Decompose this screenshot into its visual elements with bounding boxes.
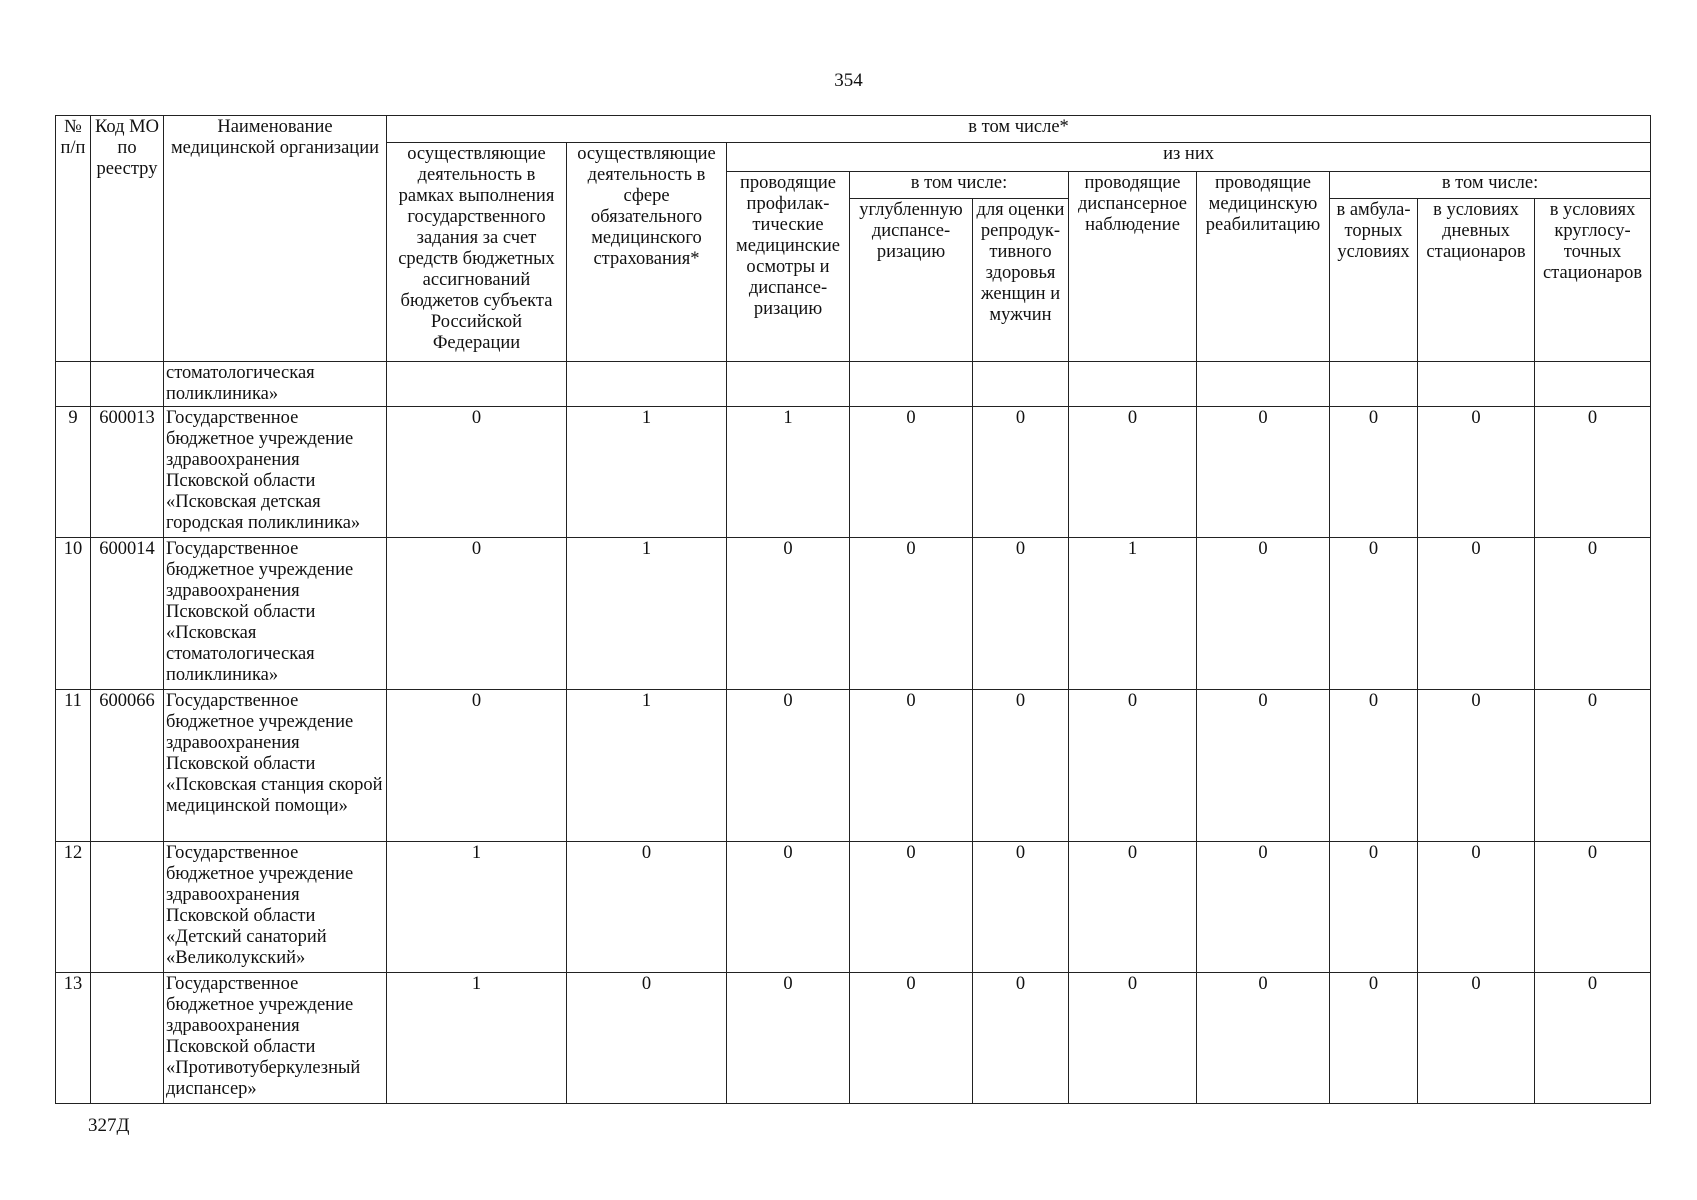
table-row bbox=[56, 407, 1651, 538]
row-num-cell: 9 bbox=[56, 407, 91, 538]
value-cell: 0 bbox=[1535, 538, 1651, 690]
value-cell: 1 bbox=[567, 690, 727, 842]
row-num-cell: 12 bbox=[56, 842, 91, 973]
header-prophylactic: проводящие профилак-тические медицинские осмотры и диспансе-ризацию bbox=[727, 172, 850, 362]
row-code-cell: 600066 bbox=[91, 690, 164, 842]
value-cell: 1 bbox=[1069, 538, 1197, 690]
value-cell: 0 bbox=[850, 973, 973, 1104]
header-oms: осуществляющие деятельность в сфере обязательного медицинского страхования* bbox=[567, 143, 727, 362]
value-cell: 1 bbox=[387, 973, 567, 1104]
row-code-cell bbox=[91, 842, 164, 973]
header-in-depth: углубленную диспансе-ризацию bbox=[850, 199, 973, 362]
value-cell: 0 bbox=[850, 690, 973, 842]
value-cell: 0 bbox=[1418, 973, 1535, 1104]
row-code-cell: 600013 bbox=[91, 407, 164, 538]
header-round-clock: в условиях круглосу-точных стационаров bbox=[1535, 199, 1651, 362]
value-cell: 0 bbox=[387, 407, 567, 538]
value-cell: 0 bbox=[1535, 407, 1651, 538]
header-state-assignment: осуществляющие деятельность в рамках выполнения государственного задания за счет средств бюджетных ассигнований бюджетов субъекта Российской Федерации bbox=[387, 143, 567, 362]
page-number: 354 bbox=[834, 70, 863, 91]
row-name-cell: Государственное бюджетное учреждение здравоохранения Псковской области «Псковская стоматологическая поликлиника» bbox=[164, 538, 387, 690]
value-cell bbox=[1069, 362, 1197, 407]
value-cell: 0 bbox=[1197, 538, 1330, 690]
document-code: 327Д bbox=[88, 1115, 130, 1136]
value-cell: 0 bbox=[387, 538, 567, 690]
header-in-that-number-a: в том числе: bbox=[850, 172, 1069, 199]
value-cell: 0 bbox=[973, 538, 1069, 690]
row-name-cell: Государственное бюджетное учреждение здравоохранения Псковской области «Детский санаторий «Великолукский» bbox=[164, 842, 387, 973]
value-cell: 0 bbox=[1330, 690, 1418, 842]
header-dispensary: проводящие диспансерное наблюдение bbox=[1069, 172, 1197, 362]
value-cell: 0 bbox=[850, 538, 973, 690]
value-cell: 0 bbox=[1535, 842, 1651, 973]
value-cell: 0 bbox=[973, 407, 1069, 538]
value-cell: 0 bbox=[727, 842, 850, 973]
table-row bbox=[56, 973, 1651, 1104]
value-cell: 0 bbox=[727, 690, 850, 842]
value-cell: 0 bbox=[1197, 842, 1330, 973]
header-num: № п/п bbox=[56, 116, 91, 362]
value-cell bbox=[1535, 362, 1651, 407]
value-cell: 0 bbox=[1069, 407, 1197, 538]
row-code-cell bbox=[91, 362, 164, 407]
value-cell: 1 bbox=[387, 842, 567, 973]
value-cell bbox=[567, 362, 727, 407]
value-cell: 0 bbox=[1418, 690, 1535, 842]
value-cell: 1 bbox=[567, 538, 727, 690]
value-cell: 0 bbox=[1330, 842, 1418, 973]
value-cell bbox=[727, 362, 850, 407]
row-num-cell: 13 bbox=[56, 973, 91, 1104]
value-cell: 0 bbox=[1197, 690, 1330, 842]
value-cell: 0 bbox=[1197, 973, 1330, 1104]
value-cell: 0 bbox=[1535, 690, 1651, 842]
value-cell: 0 bbox=[1069, 690, 1197, 842]
row-num-cell bbox=[56, 362, 91, 407]
header-rehab: проводящие медицинскую реабилитацию bbox=[1197, 172, 1330, 362]
row-name-cell: Государственное бюджетное учреждение здравоохранения Псковской области «Противотуберкулезный диспансер» bbox=[164, 973, 387, 1104]
row-code-cell bbox=[91, 973, 164, 1104]
header-in-that-number-b: в том числе: bbox=[1330, 172, 1651, 199]
value-cell: 1 bbox=[727, 407, 850, 538]
header-ambulatory: в амбула-торных условиях bbox=[1330, 199, 1418, 362]
value-cell: 0 bbox=[1418, 842, 1535, 973]
row-num-cell: 11 bbox=[56, 690, 91, 842]
table-row bbox=[56, 690, 1651, 842]
value-cell: 0 bbox=[1535, 973, 1651, 1104]
row-name-cell: Государственное бюджетное учреждение здравоохранения Псковской области «Псковская станция скорой медицинской помощи» bbox=[164, 690, 387, 842]
value-cell bbox=[850, 362, 973, 407]
value-cell bbox=[1197, 362, 1330, 407]
value-cell: 0 bbox=[973, 690, 1069, 842]
value-cell: 0 bbox=[567, 842, 727, 973]
value-cell: 0 bbox=[1330, 407, 1418, 538]
value-cell bbox=[973, 362, 1069, 407]
value-cell: 0 bbox=[1418, 407, 1535, 538]
header-of-them: из них bbox=[727, 143, 1651, 172]
header-in-that-number: в том числе* bbox=[387, 116, 1651, 143]
medical-organizations-table bbox=[55, 115, 1651, 1104]
value-cell bbox=[1330, 362, 1418, 407]
value-cell: 0 bbox=[387, 690, 567, 842]
value-cell: 0 bbox=[727, 973, 850, 1104]
value-cell: 0 bbox=[973, 842, 1069, 973]
value-cell: 0 bbox=[850, 407, 973, 538]
header-day-hospital: в условиях дневных стационаров bbox=[1418, 199, 1535, 362]
header-reproductive: для оценки репродук-тивного здоровья женщин и мужчин bbox=[973, 199, 1069, 362]
row-code-cell: 600014 bbox=[91, 538, 164, 690]
value-cell: 0 bbox=[850, 842, 973, 973]
value-cell: 0 bbox=[567, 973, 727, 1104]
header-code: Код МО по реестру bbox=[91, 116, 164, 362]
value-cell: 0 bbox=[1197, 407, 1330, 538]
row-name-cell: Государственное бюджетное учреждение здравоохранения Псковской области «Псковская детская городская поликлиника» bbox=[164, 407, 387, 538]
value-cell: 0 bbox=[1330, 973, 1418, 1104]
value-cell: 0 bbox=[727, 538, 850, 690]
value-cell: 0 bbox=[1330, 538, 1418, 690]
value-cell bbox=[1418, 362, 1535, 407]
table-row bbox=[56, 362, 1651, 407]
row-name-cell: стоматологическая поликлиника» bbox=[164, 362, 387, 407]
table-row bbox=[56, 538, 1651, 690]
value-cell: 0 bbox=[1418, 538, 1535, 690]
row-num-cell: 10 bbox=[56, 538, 91, 690]
value-cell: 0 bbox=[1069, 842, 1197, 973]
value-cell: 0 bbox=[1069, 973, 1197, 1104]
value-cell bbox=[387, 362, 567, 407]
table-row bbox=[56, 842, 1651, 973]
value-cell: 0 bbox=[973, 973, 1069, 1104]
header-name: Наименование медицинской организации bbox=[164, 116, 387, 362]
value-cell: 1 bbox=[567, 407, 727, 538]
